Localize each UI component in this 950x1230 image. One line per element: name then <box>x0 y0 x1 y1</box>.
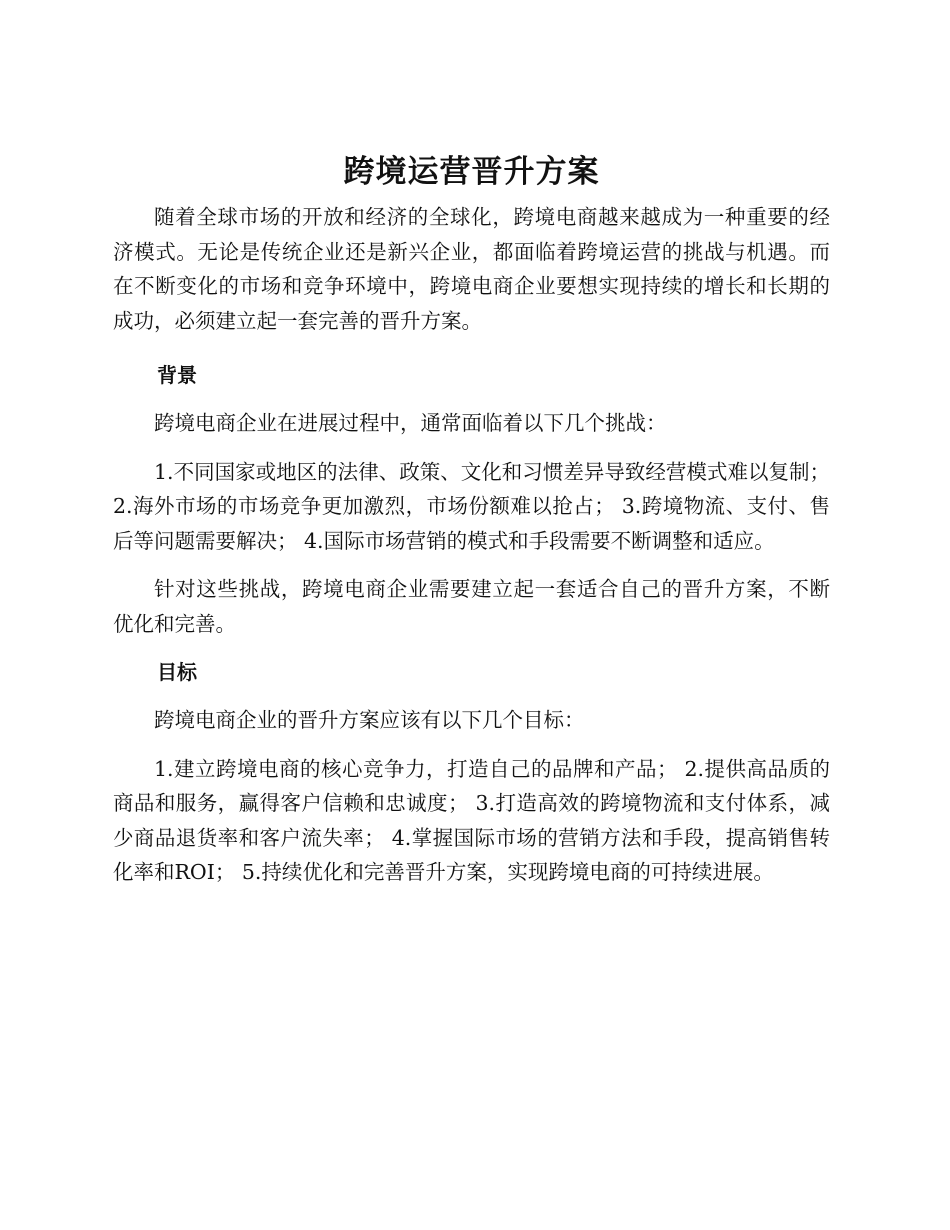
goals-paragraph-1: 跨境电商企业的晋升方案应该有以下几个目标： <box>154 708 585 732</box>
background-paragraph-2: 1.不同国家或地区的法律、政策、文化和习惯差异导致经营模式难以复制； 2.海外市场的市场竞争更加激烈，市场份额难以抢占； 3.跨境物流、支付、售后等问题需要解决； 4.国际市场营销的模式和手段需要不断调整和适应。 <box>113 459 830 553</box>
goals-paragraph-2: 1.建立跨境电商的核心竞争力，打造自己的品牌和产品； 2.提供高品质的商品和服务，赢得客户信赖和忠诚度； 3.打造高效的跨境物流和支付体系，减少商品退货率和客户流失率； 4.掌握国际市场的营销方法和手段，提高销售转化率和ROI； 5.持续优化和完善晋升方案，实现跨境电商的可持续进展。 <box>113 756 830 884</box>
section-background <box>113 358 830 641</box>
document-page <box>113 150 830 904</box>
section-heading-goals: 目标 <box>157 660 197 684</box>
section-heading-background: 背景 <box>157 363 197 387</box>
intro-paragraph: 随着全球市场的开放和经济的全球化，跨境电商越来越成为一种重要的经济模式。无论是传统企业还是新兴企业，都面临着跨境运营的挑战与机遇。而在不断变化的市场和竞争环境中，跨境电商企业要想实现持续的增长和长期的成功，必须建立起一套完善的晋升方案。 <box>113 205 830 333</box>
document-title: 跨境运营晋升方案 <box>343 154 600 190</box>
background-paragraph-3: 针对这些挑战，跨境电商企业需要建立起一套适合自己的晋升方案，不断优化和完善。 <box>113 577 830 636</box>
section-goals <box>113 655 830 890</box>
background-paragraph-1: 跨境电商企业在进展过程中，通常面临着以下几个挑战： <box>154 411 667 435</box>
